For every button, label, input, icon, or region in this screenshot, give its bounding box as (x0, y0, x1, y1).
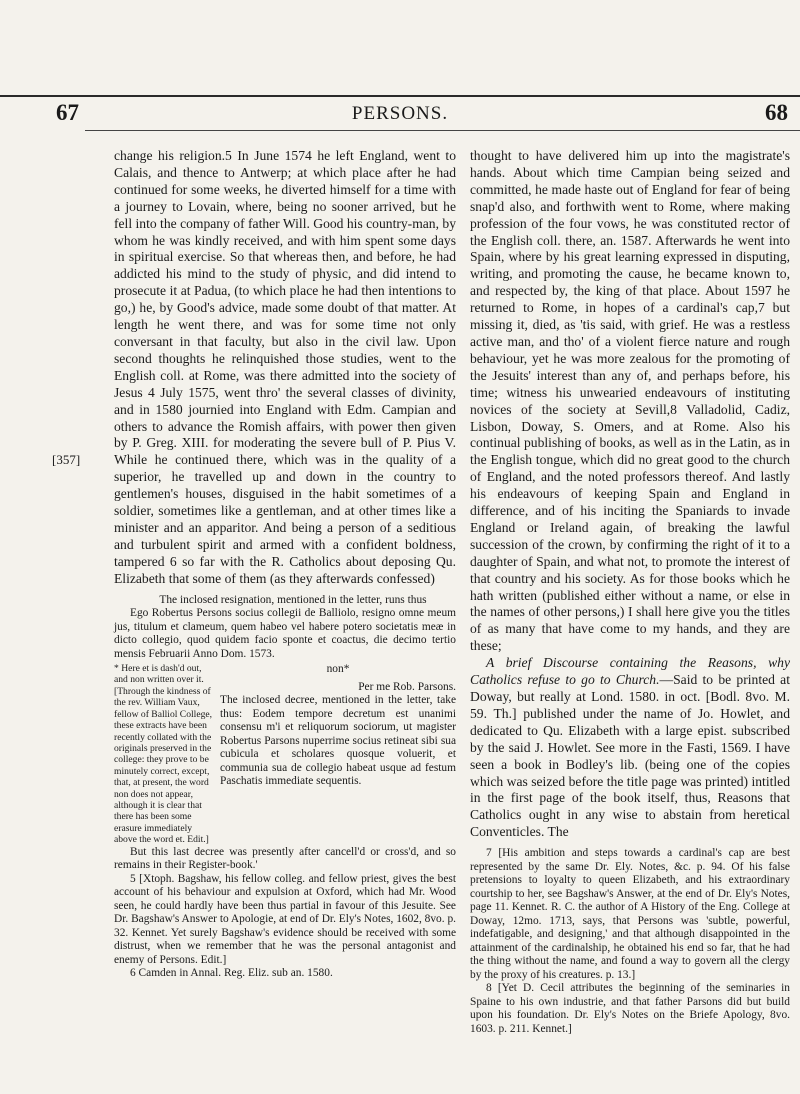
right-body-text: thought to have delivered him up into the magistrate's hands. About which time Campian being seized and committed, he made haste out of England for fear of being snap'd also, and forthwith went to Rome, where making profession of the four vows, he was constituted rector of the English coll. there, an. 1587. Afterwards he went into Spain, where by his great learning expressed in disputing, writing, and promoting the cause, he became known to, and respected by, the king of that place. About 1597 he returned to Rome, in hopes of a cardinal's cap,7 but missing it, died, as 'tis said, with grief. He was a restless active man, and tho' of a violent fierce nature and rough behaviour, yet he was more zealous for the promoting of the Jesuits' interest than any of, and perhaps before, his time; witness his unwearied endeavours of instituting novices of the society at Sevill,8 Valladolid, Cadiz, Lisbon, Doway, S. Omers, and at Rome. Also his continual publishing of books, as well as in the Latin, as in the English tongue, which did no great good to the church of England, and the noted professors thereof. And lastly his endeavours of keeping Spain and England in difference, and of his inciting the Spaniards to invade England or Ireland again, of breaking the lawful succession of the crown, by confirming the right of it to a daughter of Spain, and what not, to promote the interest of that country and his society. As for those books which he hath written (published either without a name, or else in the names of other persons,) I shall here give you the titles of as many that have come to my hands, and they are these; (470, 148, 790, 654)
sidenote: * Here et is dash'd out, and non written over it. [Through the kindness of the rev. William Vaux, fellow of Balliol College, these extracts have been recently collated with the originals preserved in the college: they prove to be minutely correct, except, that, at present, the word non does not appear, although it is clear that there has been some erasure immediately above the word et. Edit.] (114, 663, 213, 846)
latin-decree: The inclosed decree, mentioned in the letter, take thus: Eodem tempore decretum est unanimi consensu m'i et reliquorum sociorum, ut magister Robertus Parsons nuperrime socius retineat sibi sua cubicula et scholares quosque voluerit, et communia sua de collegio habeat usque ad festum Paschatis immediate sequentis. (220, 694, 456, 788)
sidenote-main (220, 663, 456, 846)
footnote-7: 7 [His ambition and steps towards a cardinal's cap are best represented by the same Dr. Ely. Notes, &c. p. 94. Of his false pretensions to loyalty to queen Elizabeth, and his extraordinary courtship to her, see Bagshaw's Answer, at the end of Dr. Ely's Notes, page 11. Kennet. R. C. the author of A History of the Eng. College at Doway, 12mo. 1713, says, that Persons was 'subtle, powerful, indefatigable, and designing,' and that although disappointed in the attainment of the cardinalship, he obtained his end so far, that he had the thing without the name, and found a way to govern all the clergy by the proxy of his creatures. p. 13.] (470, 847, 790, 981)
margin-page-ref: [357] (52, 452, 81, 467)
left-body-text: change his religion.5 In June 1574 he left England, went to Calais, and thence to Antwerp; at which place after he had continued for some weeks, he diverted himself for a time with a journey to Lovain, where, being no sooner arrived, but he fell into the company of father Will. Good his country-man, by whom he was kindly received, and with him spent some days in spiritual exercise. So that whereas then, and before, he had addicted his mind to the study of physic, and did intend to prosecute it at Padua, (to which place he had then intentions to go,) he, by Good's advice, made some doubt of that matter. At length he went there, and was for some time not only conversant in that faculty, but also in the civil law. Upon second thoughts he relinquished those studies, went to the English coll. at Rome, was there admitted into the society of Jesus 4 July 1575, went thro' the several classes of divinity, and in 1580 journied into England with Edm. Campian and others to advance the Romish affairs, with power then given by P. Greg. XIII. for moderating the severe bull of P. Pius V. While he continued there, which was in the quality of a superior, he travelled up and down in the country to gentlemen's houses, disguised in the habit sometimes of a soldier, sometimes like a gentleman, and at other times like a minister and an apparitor. And being a person of a seditious and turbulent spirit and armed with a confident boldness, tampered 6 so far with the R. Catholics about deposing Qu. Elizabeth that some of them (as they afterwards confessed) (114, 148, 456, 586)
right-page-number: 68 (765, 100, 788, 125)
top-border (0, 95, 800, 97)
book-entry (470, 655, 790, 841)
left-page-number: 67 (56, 100, 79, 125)
non-mark: non* (326, 663, 350, 676)
left-column (114, 148, 456, 981)
footnote-intro: The inclosed resignation, mentioned in the letter, runs thus (159, 593, 427, 606)
running-title: PERSONS. (351, 103, 449, 124)
latin-resignation: Ego Robertus Persons socius collegii de Balliolo, resigno omne meum jus, titulum et clameum, quem habeo vel habere potero societatis meæ in dicto collegio, quod quidem facio sponte et coactus, die decimo tertio mensis Februarii Anno Dom. 1573. (114, 607, 456, 660)
book-title: A brief Discourse containing the Reasons, why Catholics refuse to go to Church. (470, 655, 790, 688)
register-note: But this last decree was presently after cancell'd or cross'd, and so remains in their Register-book.' (114, 845, 456, 872)
sidenote-block (114, 663, 456, 846)
book-description: —Said to be printed at Doway, but really at Lond. 1580. in oct. [Bodl. 8vo. M. 59. Th.] published under the name of Jo. Howlet, and dedicated to Qu. Elizabeth with a large epist. subscribed by the said J. Howlet. See more in the Fasti, 1569. I have seen a book in Bodley's lib. (being one of the copies which was seized before the title page was printed) intitled in the first page of the book itself, thus, Reasons that Catholics ought in any wise to abstain from heretical Conventicles. The (470, 672, 790, 840)
footnote-5: 5 [Xtoph. Bagshaw, his fellow colleg. and fellow priest, gives the best account of his behaviour and expulsion at Oxford, which had Mr. Wood seen, he could hardly have been thus partial in favour of this Jesuite. See Dr. Bagshaw's Answer to Apologie, at end of Dr. Ely's Notes, 1602, 8vo. p. 32. Kennet. Yet surely Bagshaw's evidence should be received with some distrust, when we remember that he was the personal antagonist and enemy of Persons. Edit.] (114, 872, 456, 966)
footnote-6: 6 Camden in Annal. Reg. Eliz. sub an. 1580. (130, 967, 333, 980)
signature: Per me Rob. Parsons. (358, 680, 456, 693)
right-column (470, 148, 790, 1036)
header-rule (85, 130, 800, 131)
footnote-8: 8 [Yet D. Cecil attributes the beginning of the seminaries in Spaine to his own industrie, and that father Parsons did but build upon his foundation. Dr. Ely's Notes on the Briefe Apology, 8vo. 1603. p. 211. Kennet.] (470, 982, 790, 1035)
